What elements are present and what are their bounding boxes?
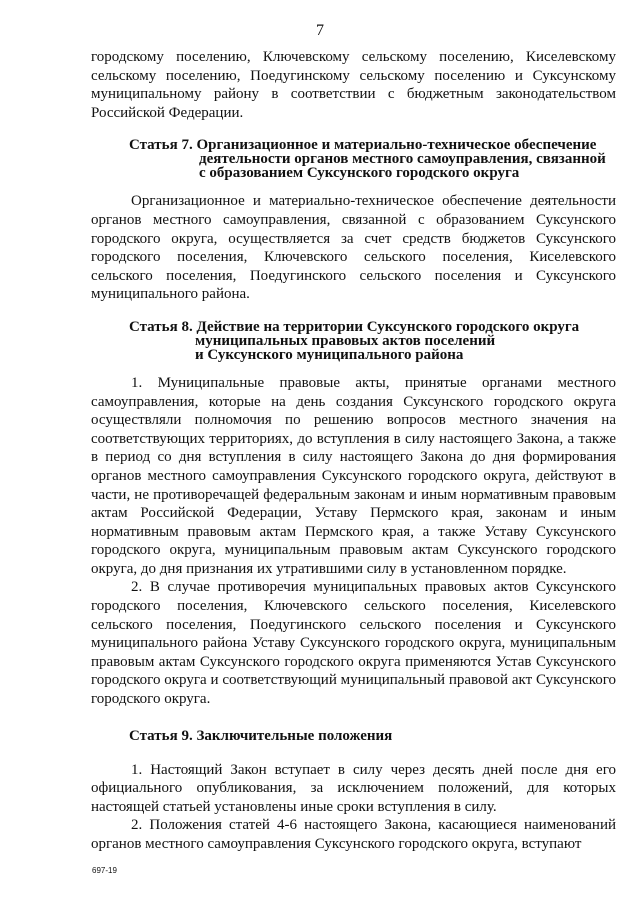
article-8-heading-line: и Суксунского муниципального района — [195, 346, 464, 363]
article-8-heading-line: муниципальных правовых актов поселений — [195, 332, 496, 349]
article-9-paragraph-2: 2. Положения статей 4-6 настоящего Закона, касающиеся наименований органов местного самоуправления Суксунского городского округа, вступают — [91, 817, 616, 852]
document-code: 697-19 — [92, 866, 117, 875]
article-8-paragraph-2: 2. В случае противоречия муниципальных правовых актов Суксунского городского поселения, Ключевского сельского поселения, Киселевского сельского поселения, Поедугинского сельского поселения и Суксунского муниципального района Уставу Суксунского городского округа, муниципальным правовым актам Суксунского городского округа применяются Устав Суксунского городского округа и соответствующий муниципальный правовой акт Суксунского городского округа. — [91, 579, 616, 708]
article-9-heading: Статья 9. Заключительные положения — [129, 727, 393, 744]
document-body — [91, 48, 616, 854]
article-7-heading-line: Статья 7. Организационное и материально-техническое обеспечение — [129, 137, 597, 154]
article-8-heading-line: Статья 8. Действие на территории Суксунского городского округа — [129, 318, 580, 335]
article-9-paragraph-1: 1. Настоящий Закон вступает в силу через десять дней после дня его официального опубликования, за исключением положений, для которых настоящей статьей установлены иные сроки вступления в силу. — [91, 761, 616, 815]
article-8-paragraph-1: 1. Муниципальные правовые акты, принятые органами местного самоуправления, которые на день создания Суксунского городского округа осуществляли полномочия по решению вопросов местного значения на соответствующих территориях, до вступления в силу настоящего Закона, а также в период со дня вступления в силу настоящего Закона до дня формирования органов местного самоуправления Суксунского городского округа, действуют в части, не противоречащей федеральным законам и иным нормативным правовым актам Российской Федерации, Уставу Пермского края, законам и иным нормативным правовым актам Пермского края, а также Уставу Суксунского городского округа, муниципальным правовым актам Суксунского городского округа, до дня признания их утратившими силу в установленном порядке. — [91, 374, 616, 577]
article-7-heading — [91, 138, 616, 180]
article-7-heading-line: с образованием Суксунского городского округа — [199, 165, 520, 182]
article-7-heading-line: деятельности органов местного самоуправления, связанной — [199, 151, 606, 168]
intro-paragraph: городскому поселению, Ключевскому сельскому поселению, Киселевскому сельскому поселению, Поедугинскому сельскому поселению и Суксунскому муниципальному району в соответствии с бюджетным законодательством Российской Федерации. — [91, 49, 616, 121]
article-7-text: Организационное и материально-техническое обеспечение деятельности органов местного самоуправления, связанной с образованием Суксунского городского округа, осуществляется за счет средств бюджетов Суксунского городского поселения, Ключевского сельского поселения, Киселевского сельского поселения, Поедугинского сельского поселения и Суксунского муниципального района. — [91, 193, 616, 303]
article-8-heading — [91, 320, 616, 362]
page-number: 7 — [316, 22, 324, 39]
